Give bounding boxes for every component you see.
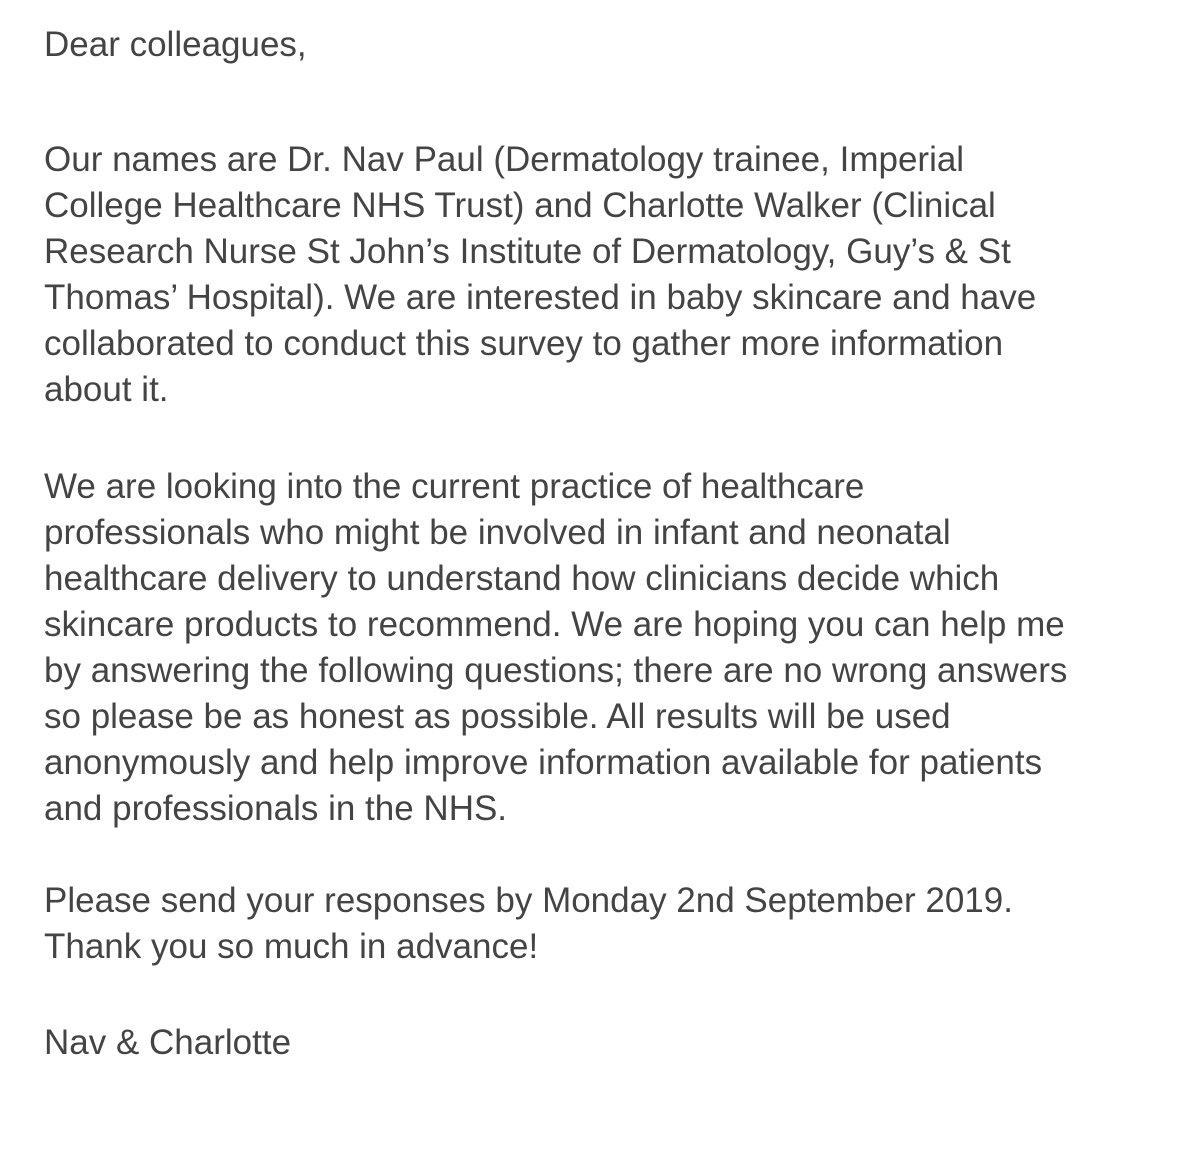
thanks-line: Thank you so much in advance! xyxy=(44,927,539,966)
greeting: Dear colleagues, xyxy=(44,25,307,64)
paragraph-line: Research Nurse St John’s Institute of Dermatology, Guy’s & St xyxy=(44,232,1011,271)
paragraph-line: so please be as honest as possible. All results will be used xyxy=(44,697,951,736)
paragraph-line: about it. xyxy=(44,370,169,409)
paragraph-line: Our names are Dr. Nav Paul (Dermatology trainee, Imperial xyxy=(44,140,965,179)
paragraph-line: and professionals in the NHS. xyxy=(44,789,508,828)
paragraph-line: College Healthcare NHS Trust) and Charlotte Walker (Clinical xyxy=(44,186,996,225)
paragraph-line: collaborated to conduct this survey to gather more information xyxy=(44,324,1004,363)
paragraph-line: by answering the following questions; there are no wrong answers xyxy=(44,651,1068,690)
paragraph-line: anonymously and help improve information available for patients xyxy=(44,743,1043,782)
signature: Nav & Charlotte xyxy=(44,1023,292,1062)
paragraph-line: Thomas’ Hospital). We are interested in baby skincare and have xyxy=(44,278,1037,317)
paragraph-line: professionals who might be involved in infant and neonatal xyxy=(44,513,951,552)
paragraph-line: healthcare delivery to understand how clinicians decide which xyxy=(44,559,1000,598)
paragraph-line: skincare products to recommend. We are hoping you can help me xyxy=(44,605,1065,644)
deadline-line: Please send your responses by Monday 2nd September 2019. xyxy=(44,881,1013,920)
paragraph-line: We are looking into the current practice of healthcare xyxy=(44,467,865,506)
